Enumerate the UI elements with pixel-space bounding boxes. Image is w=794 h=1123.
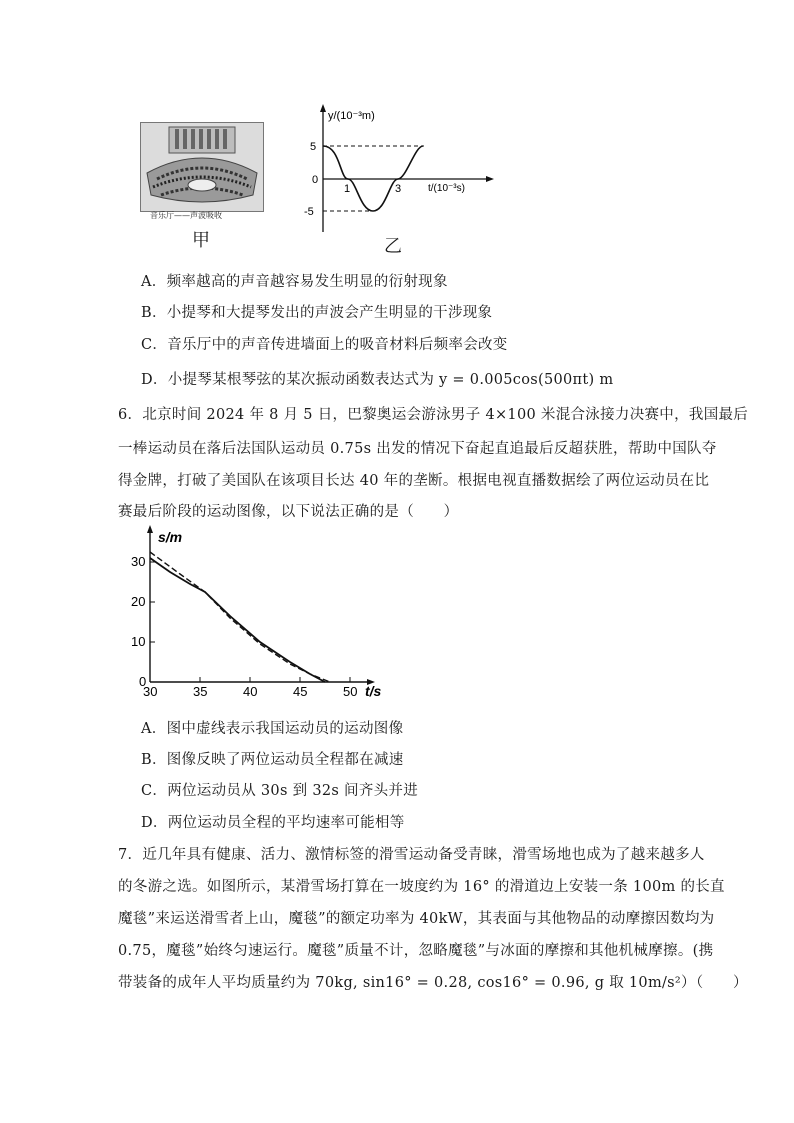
wave-ytick-0: 0 xyxy=(312,174,319,186)
concert-hall-photo xyxy=(140,122,264,212)
q6-option-d: D．两位运动员全程的平均速率可能相等 xyxy=(141,815,405,831)
q5-option-b: B．小提琴和大提琴发出的声波会产生明显的干涉现象 xyxy=(141,305,493,321)
chart-x-tick-label: 40 xyxy=(243,684,258,699)
chart-y-tick-label: 30 xyxy=(131,554,146,569)
chart-y-tick-label: 0 xyxy=(139,674,147,689)
chart-x-label: t/s xyxy=(365,683,382,699)
chart-x-tick-label: 35 xyxy=(193,684,208,699)
wave-xtick-1: 1 xyxy=(344,183,351,195)
wave-graph xyxy=(300,100,520,240)
q5-option-c: C．音乐厅中的声音传进墙面上的吸音材料后频率会改变 xyxy=(141,337,508,353)
chart-y-label: s/m xyxy=(158,529,183,545)
q5-option-a: A．频率越高的声音越容易发生明显的衍射现象 xyxy=(141,274,448,290)
wave-xtick-3: 3 xyxy=(395,183,402,195)
q6-line-4: 赛最后阶段的运动图像，以下说法正确的是（ ） xyxy=(118,504,459,520)
chart-series-dashed-line xyxy=(150,552,330,682)
q7-line-5: 带装备的成年人平均质量约为 70kg, sin16° = 0.28, cos16° = 0.96, g 取 10m/s²）（ ） xyxy=(118,975,748,991)
photo-caption: 音乐厅——声波吸收 xyxy=(150,211,222,220)
q6-line-2: 一棒运动员在落后法国队运动员 0.75s 出发的情况下奋起直追最后反超获胜，帮助中国队夺 xyxy=(118,441,717,457)
q6-line-3: 得金牌，打破了美国队在该项目长达 40 年的垄断。根据电视直播数据绘了两位运动员在比 xyxy=(118,473,710,489)
wave-ytick-neg5: -5 xyxy=(304,206,314,218)
wave-y-label: y/(10⁻³m) xyxy=(328,110,375,122)
q5-option-d: D．小提琴某根琴弦的某次振动函数表达式为 y = 0.005cos(500πt) m xyxy=(141,372,614,388)
q6-option-a: A．图中虚线表示我国运动员的运动图像 xyxy=(141,721,404,737)
wave-y-arrow xyxy=(320,104,326,112)
wave-ytick-5: 5 xyxy=(310,141,317,153)
wave-x-label: t/(10⁻³s) xyxy=(428,183,465,194)
q7-line-1: 7．近几年具有健康、活力、激情标签的滑雪运动备受青睐，滑雪场地也成为了越来越多人 xyxy=(118,847,705,863)
chart-y-arrow xyxy=(147,525,153,533)
chart-x-tick-label: 45 xyxy=(293,684,308,699)
q7-line-4: 0.75，魔毯”始终匀速运行。魔毯”质量不计，忽略魔毯”与冰面的摩擦和其他机械摩擦。(携 xyxy=(118,943,714,959)
chart-x-tick-label: 50 xyxy=(343,684,358,699)
q6-line-1: 6．北京时间 2024 年 8 月 5 日，巴黎奥运会游泳男子 4×100 米混合泳接力决赛中，我国最后 xyxy=(118,407,749,423)
q6-option-c: C．两位运动员从 30s 到 32s 间齐头并进 xyxy=(141,783,419,799)
chart-y-tick-label: 20 xyxy=(131,594,146,609)
chart-x-tick-label: 30 xyxy=(143,684,158,699)
figure-label-yi: 乙 xyxy=(384,236,402,257)
wave-x-arrow xyxy=(486,176,494,182)
chart-series-solid-line xyxy=(150,558,325,682)
q7-line-2: 的冬游之选。如图所示，某滑雪场打算在一坡度约为 16° 的滑道边上安装一条 100m 的长直 xyxy=(118,879,725,895)
q7-line-3: 魔毯”来运送滑雪者上山，魔毯”的额定功率为 40kW，其表面与其他物品的动摩擦因数均为 xyxy=(118,911,715,927)
chart-y-tick-label: 10 xyxy=(131,634,146,649)
figure-label-jia: 甲 xyxy=(192,230,210,251)
swim-distance-chart xyxy=(125,522,395,702)
q6-option-b: B．图像反映了两位运动员全程都在减速 xyxy=(141,752,404,768)
